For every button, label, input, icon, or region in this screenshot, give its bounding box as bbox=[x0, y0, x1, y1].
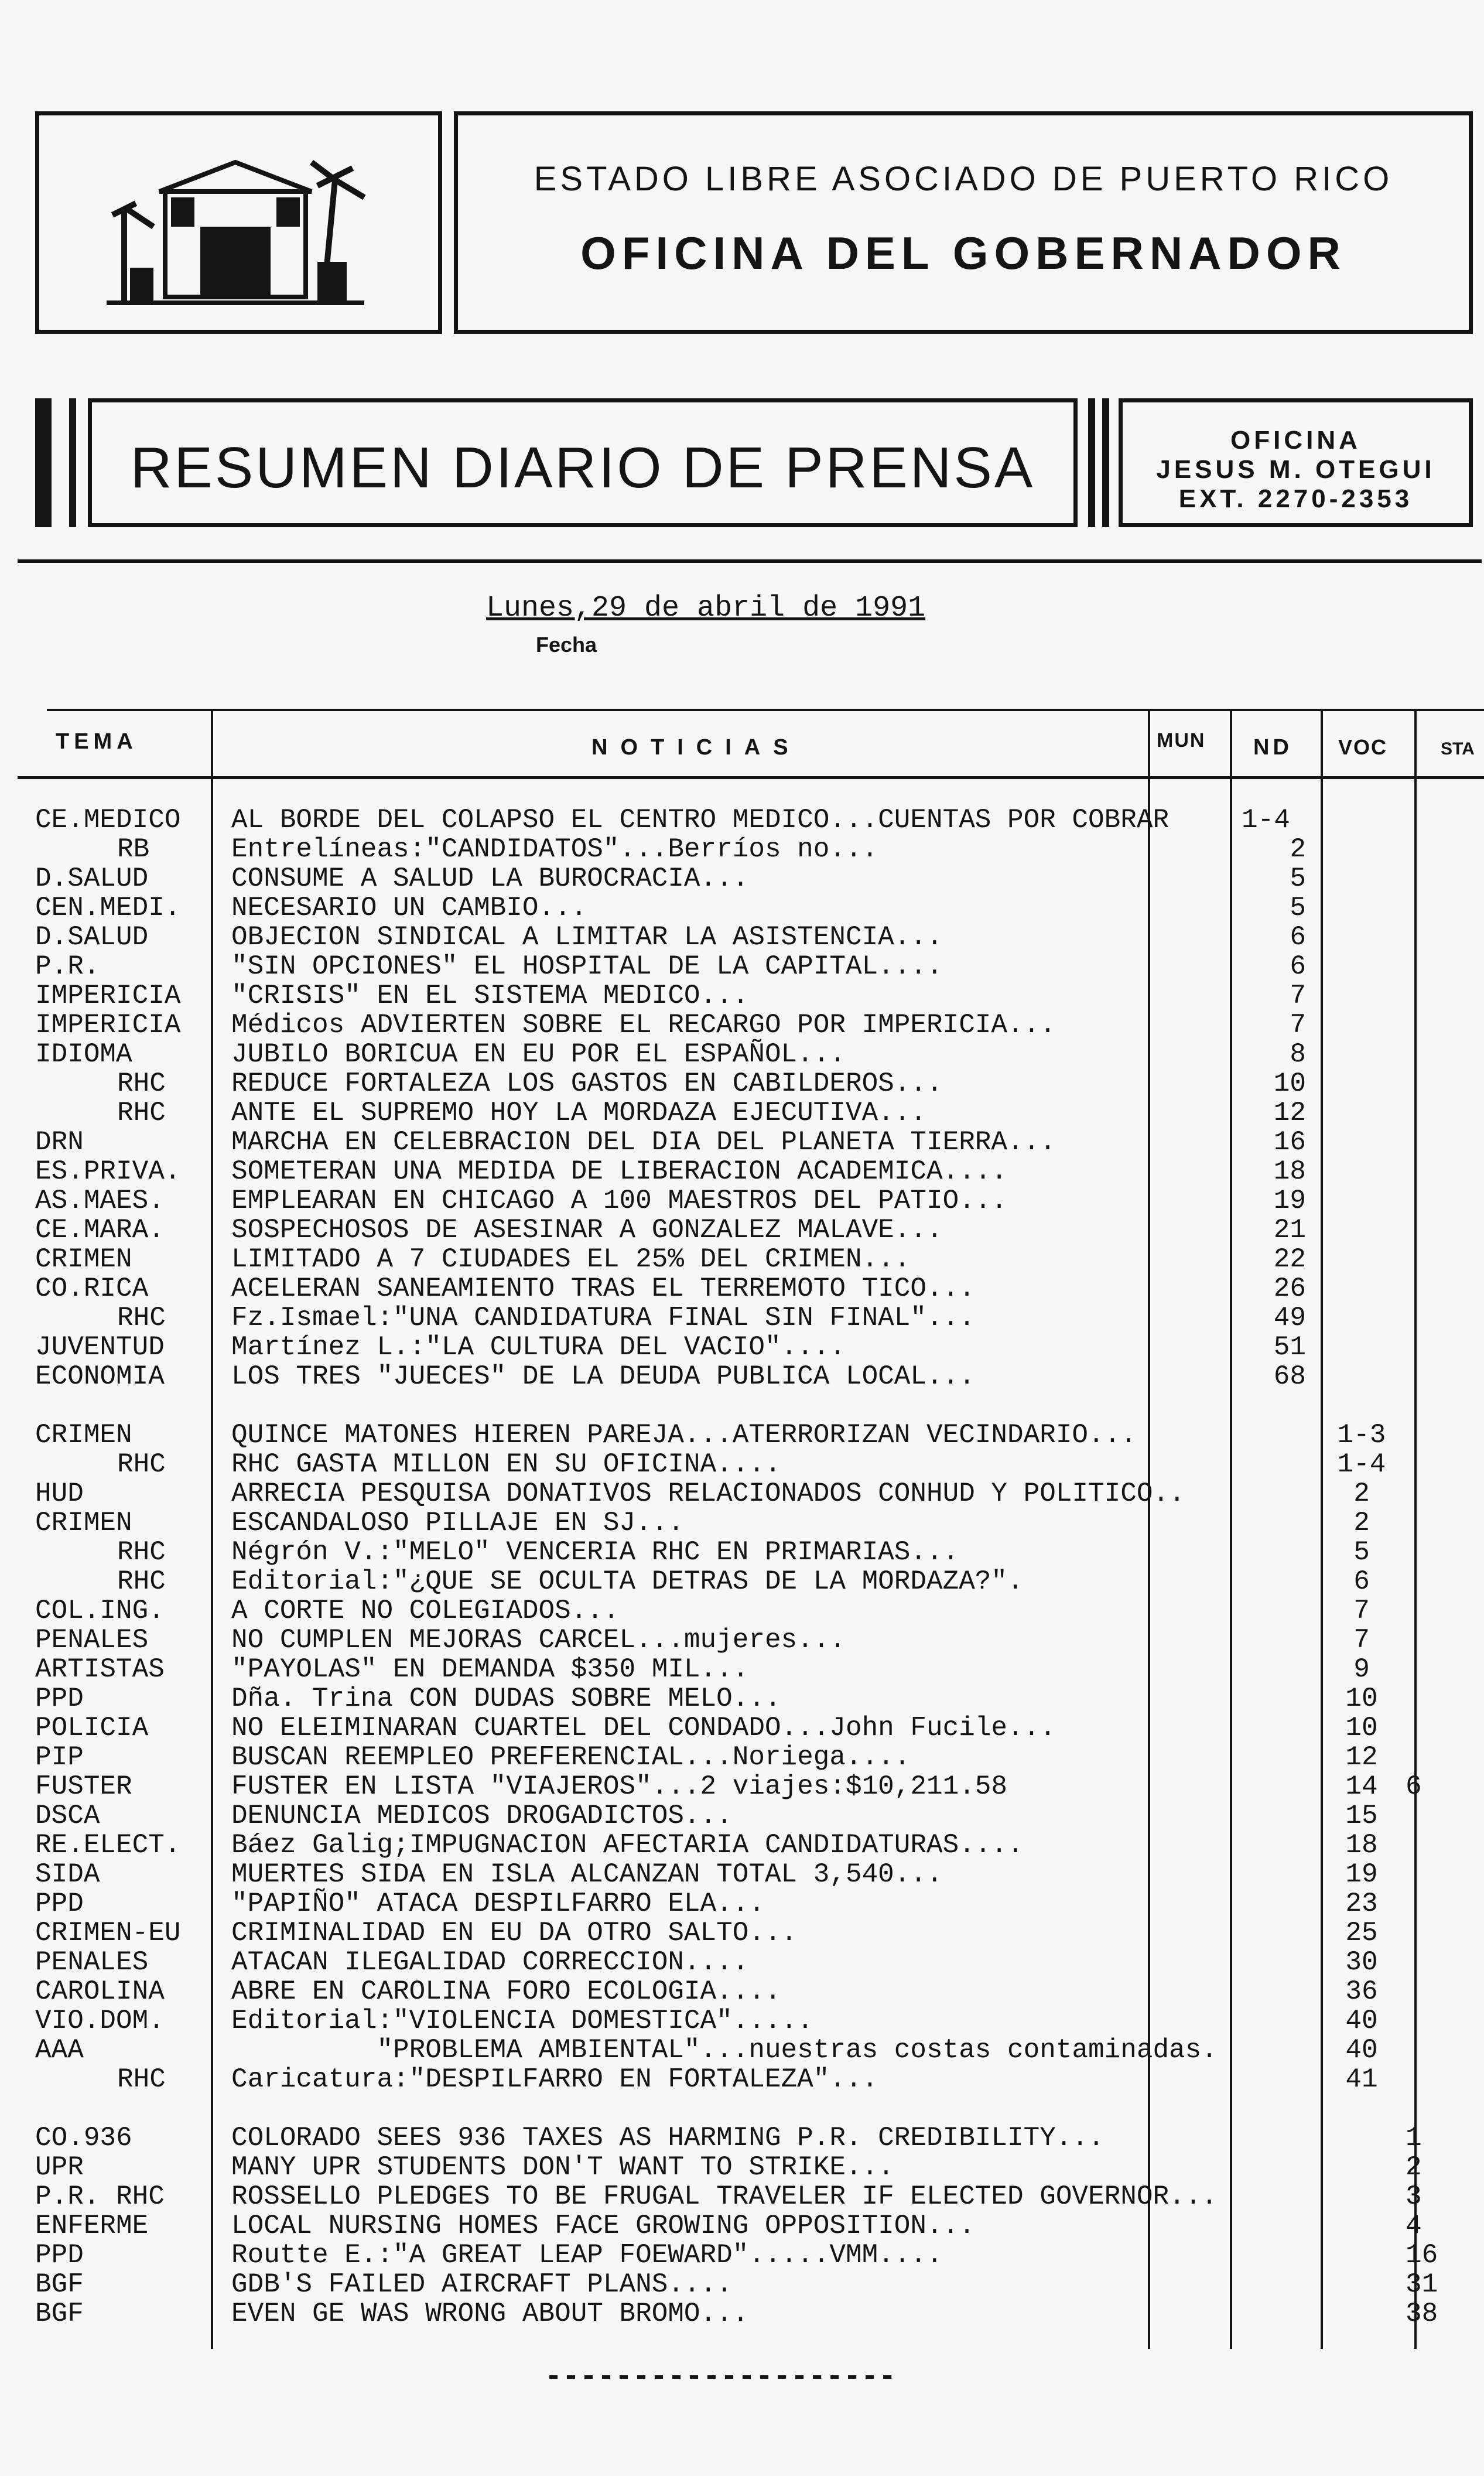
row-nd: 16 bbox=[1273, 1127, 1306, 1157]
table-row bbox=[0, 1918, 1484, 1948]
row-tema: PIP bbox=[35, 1742, 84, 1773]
row-noticia: REDUCE FORTALEZA LOS GASTOS EN CABILDEROS... bbox=[231, 1068, 943, 1099]
seal-box bbox=[35, 111, 442, 334]
row-tema: POLICIA bbox=[35, 1713, 149, 1743]
table-row bbox=[0, 1245, 1484, 1274]
table-row bbox=[0, 1684, 1484, 1713]
table-row bbox=[0, 2036, 1484, 2065]
row-tema: ES.PRIVA. bbox=[35, 1156, 181, 1187]
row-tema: VIO.DOM. bbox=[35, 2006, 165, 2036]
row-nd: 51 bbox=[1273, 1332, 1306, 1362]
row-voc: 25 bbox=[1345, 1918, 1378, 1948]
row-voc: 23 bbox=[1345, 1888, 1378, 1919]
row-noticia: FUSTER EN LISTA "VIAJEROS"...2 viajes:$10,211.58 bbox=[231, 1771, 1008, 1802]
row-nd: 22 bbox=[1273, 1244, 1306, 1275]
table-row bbox=[0, 2153, 1484, 2182]
row-tema: RHC bbox=[117, 1449, 166, 1480]
row-nd: 8 bbox=[1290, 1039, 1306, 1070]
table-row bbox=[0, 1977, 1484, 2006]
date-label: Fecha bbox=[536, 633, 597, 657]
row-tema: RHC bbox=[117, 1098, 166, 1128]
table-row bbox=[0, 2182, 1484, 2211]
row-nd: 19 bbox=[1273, 1186, 1306, 1216]
row-voc: 10 bbox=[1345, 1713, 1378, 1743]
table-row bbox=[0, 1098, 1484, 1128]
row-tema: ARTISTAS bbox=[35, 1654, 165, 1685]
row-tema: BGF bbox=[35, 2299, 84, 2329]
row-nd: 12 bbox=[1273, 1098, 1306, 1128]
row-tema: RE.ELECT. bbox=[35, 1830, 181, 1860]
row-tema: PENALES bbox=[35, 1947, 149, 1978]
row-noticia: ARRECIA PESQUISA DONATIVOS RELACIONADOS CONHUD Y POLITICO.. bbox=[231, 1478, 1185, 1509]
row-tema: HUD bbox=[35, 1478, 84, 1509]
row-nd: 5 bbox=[1290, 863, 1306, 894]
table-row bbox=[0, 1128, 1484, 1157]
row-tema: CE.MARA. bbox=[35, 1215, 165, 1245]
row-tema: CRIMEN-EU bbox=[35, 1918, 181, 1948]
row-noticia: MANY UPR STUDENTS DON'T WANT TO STRIKE... bbox=[231, 2152, 894, 2183]
row-noticia: Báez Galig;IMPUGNACION AFECTARIA CANDIDATURAS.... bbox=[231, 1830, 1024, 1860]
row-nd: 6 bbox=[1290, 922, 1306, 952]
middle-rule-bar-2 bbox=[1102, 398, 1109, 527]
row-tema: PPD bbox=[35, 1888, 84, 1919]
row-tema: BGF bbox=[35, 2269, 84, 2300]
row-noticia: Négrón V.:"MELO" VENCERIA RHC EN PRIMARIAS... bbox=[231, 1537, 959, 1567]
row-tema: CE.MEDICO bbox=[35, 805, 181, 835]
row-tema: RHC bbox=[117, 1537, 166, 1567]
row-nd: 26 bbox=[1273, 1273, 1306, 1304]
row-noticia: Dña. Trina CON DUDAS SOBRE MELO... bbox=[231, 1683, 781, 1714]
governor-mansion-seal-icon bbox=[71, 127, 399, 320]
row-noticia: COLORADO SEES 936 TAXES AS HARMING P.R. CREDIBILITY... bbox=[231, 2123, 1105, 2153]
row-noticia: RHC GASTA MILLON EN SU OFICINA.... bbox=[231, 1449, 781, 1480]
row-tema: AAA bbox=[35, 2035, 84, 2065]
row-voc: 10 bbox=[1345, 1683, 1378, 1714]
row-noticia: MUERTES SIDA EN ISLA ALCANZAN TOTAL 3,540... bbox=[231, 1859, 943, 1890]
row-sta: 3 bbox=[1406, 2181, 1422, 2212]
row-tema: PPD bbox=[35, 2240, 84, 2270]
row-noticia: Editorial:"¿QUE SE OCULTA DETRAS DE LA MORDAZA?". bbox=[231, 1566, 1024, 1597]
row-noticia: OBJECION SINDICAL A LIMITAR LA ASISTENCIA... bbox=[231, 922, 943, 952]
row-tema: RB bbox=[117, 834, 150, 865]
row-noticia: CRIMINALIDAD EN EU DA OTRO SALTO... bbox=[231, 1918, 798, 1948]
row-voc: 15 bbox=[1345, 1801, 1378, 1831]
row-noticia: Caricatura:"DESPILFARRO EN FORTALEZA"... bbox=[231, 2064, 878, 2095]
row-noticia: A CORTE NO COLEGIADOS... bbox=[231, 1596, 620, 1626]
col-header-mun: MUN bbox=[1157, 729, 1206, 752]
row-tema: COL.ING. bbox=[35, 1596, 165, 1626]
row-tema: RHC bbox=[117, 2064, 166, 2095]
table-row bbox=[0, 1157, 1484, 1186]
table-row bbox=[0, 2270, 1484, 2299]
row-tema: SIDA bbox=[35, 1859, 100, 1890]
row-voc: 30 bbox=[1345, 1947, 1378, 1978]
row-noticia: ABRE EN CAROLINA FORO ECOLOGIA.... bbox=[231, 1976, 781, 2007]
row-sta: 6 bbox=[1406, 1771, 1422, 1802]
row-tema: IMPERICIA bbox=[35, 1010, 181, 1040]
table-row bbox=[0, 1508, 1484, 1538]
row-voc: 40 bbox=[1345, 2006, 1378, 2036]
row-sta: 31 bbox=[1406, 2269, 1438, 2300]
row-tema: AS.MAES. bbox=[35, 1186, 165, 1216]
row-noticia: "CRISIS" EN EL SISTEMA MEDICO... bbox=[231, 981, 749, 1011]
table-row bbox=[0, 1948, 1484, 1977]
footer-rule: -------------------- bbox=[545, 2361, 897, 2394]
table-row bbox=[0, 1596, 1484, 1625]
row-noticia: NECESARIO UN CAMBIO... bbox=[231, 893, 587, 923]
row-noticia: "PROBLEMA AMBIENTAL"...nuestras costas contaminadas. bbox=[231, 2035, 1218, 2065]
row-tema: UPR bbox=[35, 2152, 84, 2183]
row-noticia: SOSPECHOSOS DE ASESINAR A GONZALEZ MALAVE... bbox=[231, 1215, 943, 1245]
row-noticia: CONSUME A SALUD LA BUROCRACIA... bbox=[231, 863, 749, 894]
row-noticia: ROSSELLO PLEDGES TO BE FRUGAL TRAVELER IF ELECTED GOVERNOR... bbox=[231, 2181, 1218, 2212]
row-tema: CO.RICA bbox=[35, 1273, 149, 1304]
table-row bbox=[0, 1772, 1484, 1801]
row-tema: CRIMEN bbox=[35, 1508, 132, 1538]
table-row bbox=[0, 1303, 1484, 1333]
row-nd: 2 bbox=[1290, 834, 1306, 865]
table-row bbox=[0, 1479, 1484, 1508]
row-voc: 18 bbox=[1345, 1830, 1378, 1860]
row-noticia: EMPLEARAN EN CHICAGO A 100 MAESTROS DEL PATIO... bbox=[231, 1186, 1008, 1216]
office-name: OFICINA DEL GOBERNADOR bbox=[580, 227, 1346, 279]
row-voc: 41 bbox=[1345, 2064, 1378, 2095]
row-noticia: SOMETERAN UNA MEDIDA DE LIBERACION ACADEMICA.... bbox=[231, 1156, 1008, 1187]
row-tema: CEN.MEDI. bbox=[35, 893, 181, 923]
row-noticia: Fz.Ismael:"UNA CANDIDATURA FINAL SIN FINAL"... bbox=[231, 1303, 975, 1333]
row-voc: 7 bbox=[1353, 1596, 1370, 1626]
row-tema: P.R. RHC bbox=[35, 2181, 165, 2212]
report-title: RESUMEN DIARIO DE PRENSA bbox=[130, 435, 1035, 500]
row-noticia: LOCAL NURSING HOMES FACE GROWING OPPOSITION... bbox=[231, 2211, 975, 2241]
row-tema: DRN bbox=[35, 1127, 84, 1157]
row-nd: 7 bbox=[1290, 981, 1306, 1011]
table-row bbox=[0, 1567, 1484, 1596]
row-sta: 1 bbox=[1406, 2123, 1422, 2153]
table-row bbox=[0, 1186, 1484, 1215]
row-noticia: LIMITADO A 7 CIUDADES EL 25% DEL CRIMEN... bbox=[231, 1244, 911, 1275]
table-row bbox=[0, 893, 1484, 923]
table-row bbox=[0, 1860, 1484, 1889]
table-row bbox=[0, 1655, 1484, 1684]
state-name: ESTADO LIBRE ASOCIADO DE PUERTO RICO bbox=[534, 160, 1393, 198]
row-noticia: ACELERAN SANEAMIENTO TRAS EL TERREMOTO TICO... bbox=[231, 1273, 975, 1304]
row-voc: 12 bbox=[1345, 1742, 1378, 1773]
table-row bbox=[0, 1420, 1484, 1450]
col-header-voc: VOC bbox=[1338, 735, 1388, 759]
row-tema: RHC bbox=[117, 1068, 166, 1099]
row-noticia: Entrelíneas:"CANDIDATOS"...Berríos no... bbox=[231, 834, 878, 865]
row-noticia: QUINCE MATONES HIEREN PAREJA...ATERRORIZAN VECINDARIO... bbox=[231, 1420, 1137, 1450]
row-noticia: "PAYOLAS" EN DEMANDA $350 MIL... bbox=[231, 1654, 749, 1685]
row-nd: 68 bbox=[1273, 1361, 1306, 1392]
row-noticia: Routte E.:"A GREAT LEAP FOEWARD".....VMM.... bbox=[231, 2240, 943, 2270]
row-voc: 19 bbox=[1345, 1859, 1378, 1890]
row-tema: CRIMEN bbox=[35, 1244, 132, 1275]
row-tema: CAROLINA bbox=[35, 1976, 165, 2007]
row-voc: 36 bbox=[1345, 1976, 1378, 2007]
col-header-sta: STA bbox=[1441, 739, 1475, 759]
row-noticia: NO ELEIMINARAN CUARTEL DEL CONDADO...John Fucile... bbox=[231, 1713, 1056, 1743]
row-sta: 2 bbox=[1406, 2152, 1422, 2183]
table-row bbox=[0, 2211, 1484, 2241]
row-nd: 10 bbox=[1273, 1068, 1306, 1099]
row-noticia: Editorial:"VIOLENCIA DOMESTICA"..... bbox=[231, 2006, 813, 2036]
row-tema: D.SALUD bbox=[35, 922, 149, 952]
row-noticia: MARCHA EN CELEBRACION DEL DIA DEL PLANETA TIERRA... bbox=[231, 1127, 1056, 1157]
row-sta: 4 bbox=[1406, 2211, 1422, 2241]
row-noticia: "PAPIÑO" ATACA DESPILFARRO ELA... bbox=[231, 1888, 765, 1919]
office-contact-name: JESUS M. OTEGUI bbox=[1156, 455, 1435, 484]
row-voc: 6 bbox=[1353, 1566, 1370, 1597]
table-row bbox=[0, 805, 1484, 835]
table-row bbox=[0, 981, 1484, 1010]
office-contact-box bbox=[1119, 398, 1473, 527]
table-row bbox=[0, 1069, 1484, 1098]
row-voc: 5 bbox=[1353, 1537, 1370, 1567]
row-noticia: DENUNCIA MEDICOS DROGADICTOS... bbox=[231, 1801, 733, 1831]
left-rule-bar-2 bbox=[69, 398, 76, 527]
table-row bbox=[0, 1830, 1484, 1860]
table-row bbox=[0, 1040, 1484, 1069]
row-tema: ECONOMIA bbox=[35, 1361, 165, 1392]
table-row bbox=[0, 2123, 1484, 2153]
row-tema: PPD bbox=[35, 1683, 84, 1714]
row-noticia: ESCANDALOSO PILLAJE EN SJ... bbox=[231, 1508, 684, 1538]
row-noticia: EVEN GE WAS WRONG ABOUT BROMO... bbox=[231, 2299, 749, 2329]
row-tema: JUVENTUD bbox=[35, 1332, 165, 1362]
table-row bbox=[0, 1450, 1484, 1479]
col-header-nd: ND bbox=[1253, 735, 1292, 760]
table-header-rule bbox=[18, 776, 1484, 779]
table-row bbox=[0, 1713, 1484, 1743]
col-header-tema: TEMA bbox=[56, 729, 138, 754]
row-tema: PENALES bbox=[35, 1625, 149, 1655]
row-tema: CRIMEN bbox=[35, 1420, 132, 1450]
table-row bbox=[0, 1274, 1484, 1303]
row-noticia: Médicos ADVIERTEN SOBRE EL RECARGO POR IMPERICIA... bbox=[231, 1010, 1056, 1040]
row-noticia: AL BORDE DEL COLAPSO EL CENTRO MEDICO...CUENTAS POR COBRAR bbox=[231, 805, 1170, 835]
table-row bbox=[0, 1801, 1484, 1830]
table-row bbox=[0, 1743, 1484, 1772]
row-nd: 18 bbox=[1273, 1156, 1306, 1187]
row-voc: 2 bbox=[1353, 1478, 1370, 1509]
row-voc: 2 bbox=[1353, 1508, 1370, 1538]
row-voc: 14 bbox=[1345, 1771, 1378, 1802]
row-nd: 7 bbox=[1290, 1010, 1306, 1040]
table-row bbox=[0, 1625, 1484, 1655]
table-row bbox=[0, 2006, 1484, 2036]
row-noticia: NO CUMPLEN MEJORAS CARCEL...mujeres... bbox=[231, 1625, 846, 1655]
row-voc: 1-3 bbox=[1337, 1420, 1386, 1450]
row-noticia: "SIN OPCIONES" EL HOSPITAL DE LA CAPITAL.... bbox=[231, 951, 943, 982]
row-tema: P.R. bbox=[35, 951, 100, 982]
row-sta: 38 bbox=[1406, 2299, 1438, 2329]
row-sta: 16 bbox=[1406, 2240, 1438, 2270]
table-row bbox=[0, 2065, 1484, 2094]
row-nd: 49 bbox=[1273, 1303, 1306, 1333]
row-nd: 6 bbox=[1290, 951, 1306, 982]
report-title-box bbox=[88, 398, 1078, 527]
table-row bbox=[0, 835, 1484, 864]
report-date: Lunes,29 de abril de 1991 bbox=[486, 592, 926, 625]
row-tema: RHC bbox=[117, 1303, 166, 1333]
row-voc: 40 bbox=[1345, 2035, 1378, 2065]
table-row bbox=[0, 952, 1484, 981]
row-nd: 21 bbox=[1273, 1215, 1306, 1245]
row-noticia: Martínez L.:"LA CULTURA DEL VACIO".... bbox=[231, 1332, 846, 1362]
table-row bbox=[0, 1538, 1484, 1567]
row-nd: 5 bbox=[1290, 893, 1306, 923]
table-row bbox=[0, 1333, 1484, 1362]
row-noticia: ATACAN ILEGALIDAD CORRECCION.... bbox=[231, 1947, 749, 1978]
row-nd: 1-4 bbox=[1242, 805, 1290, 835]
row-voc: 7 bbox=[1353, 1625, 1370, 1655]
table-row bbox=[0, 1010, 1484, 1040]
office-label: OFICINA bbox=[1230, 426, 1361, 455]
header-divider bbox=[18, 559, 1482, 563]
table-row bbox=[0, 864, 1484, 893]
row-tema: IDIOMA bbox=[35, 1039, 132, 1070]
table-row bbox=[0, 1215, 1484, 1245]
table-row bbox=[0, 1362, 1484, 1391]
row-noticia: ANTE EL SUPREMO HOY LA MORDAZA EJECUTIVA... bbox=[231, 1098, 926, 1128]
row-noticia: JUBILO BORICUA EN EU POR EL ESPAÑOL... bbox=[231, 1039, 846, 1070]
office-extension: EXT. 2270-2353 bbox=[1178, 484, 1413, 513]
row-noticia: GDB'S FAILED AIRCRAFT PLANS.... bbox=[231, 2269, 733, 2300]
row-tema: ENFERME bbox=[35, 2211, 149, 2241]
left-rule-bar bbox=[35, 398, 52, 527]
row-tema: CO.936 bbox=[35, 2123, 132, 2153]
row-tema: FUSTER bbox=[35, 1771, 132, 1802]
table-top-rule bbox=[47, 709, 1484, 711]
row-voc: 9 bbox=[1353, 1654, 1370, 1685]
col-header-noticias: NOTICIAS bbox=[591, 735, 801, 760]
row-noticia: BUSCAN REEMPLEO PREFERENCIAL...Noriega.... bbox=[231, 1742, 911, 1773]
title-box bbox=[454, 111, 1473, 334]
middle-rule-bar bbox=[1088, 398, 1095, 527]
row-tema: RHC bbox=[117, 1566, 166, 1597]
table-row bbox=[0, 923, 1484, 952]
table-row bbox=[0, 2299, 1484, 2328]
row-tema: DSCA bbox=[35, 1801, 100, 1831]
table-row bbox=[0, 2241, 1484, 2270]
table-row bbox=[0, 1889, 1484, 1918]
row-noticia: LOS TRES "JUECES" DE LA DEUDA PUBLICA LOCAL... bbox=[231, 1361, 975, 1392]
row-voc: 1-4 bbox=[1337, 1449, 1386, 1480]
row-tema: IMPERICIA bbox=[35, 981, 181, 1011]
row-tema: D.SALUD bbox=[35, 863, 149, 894]
